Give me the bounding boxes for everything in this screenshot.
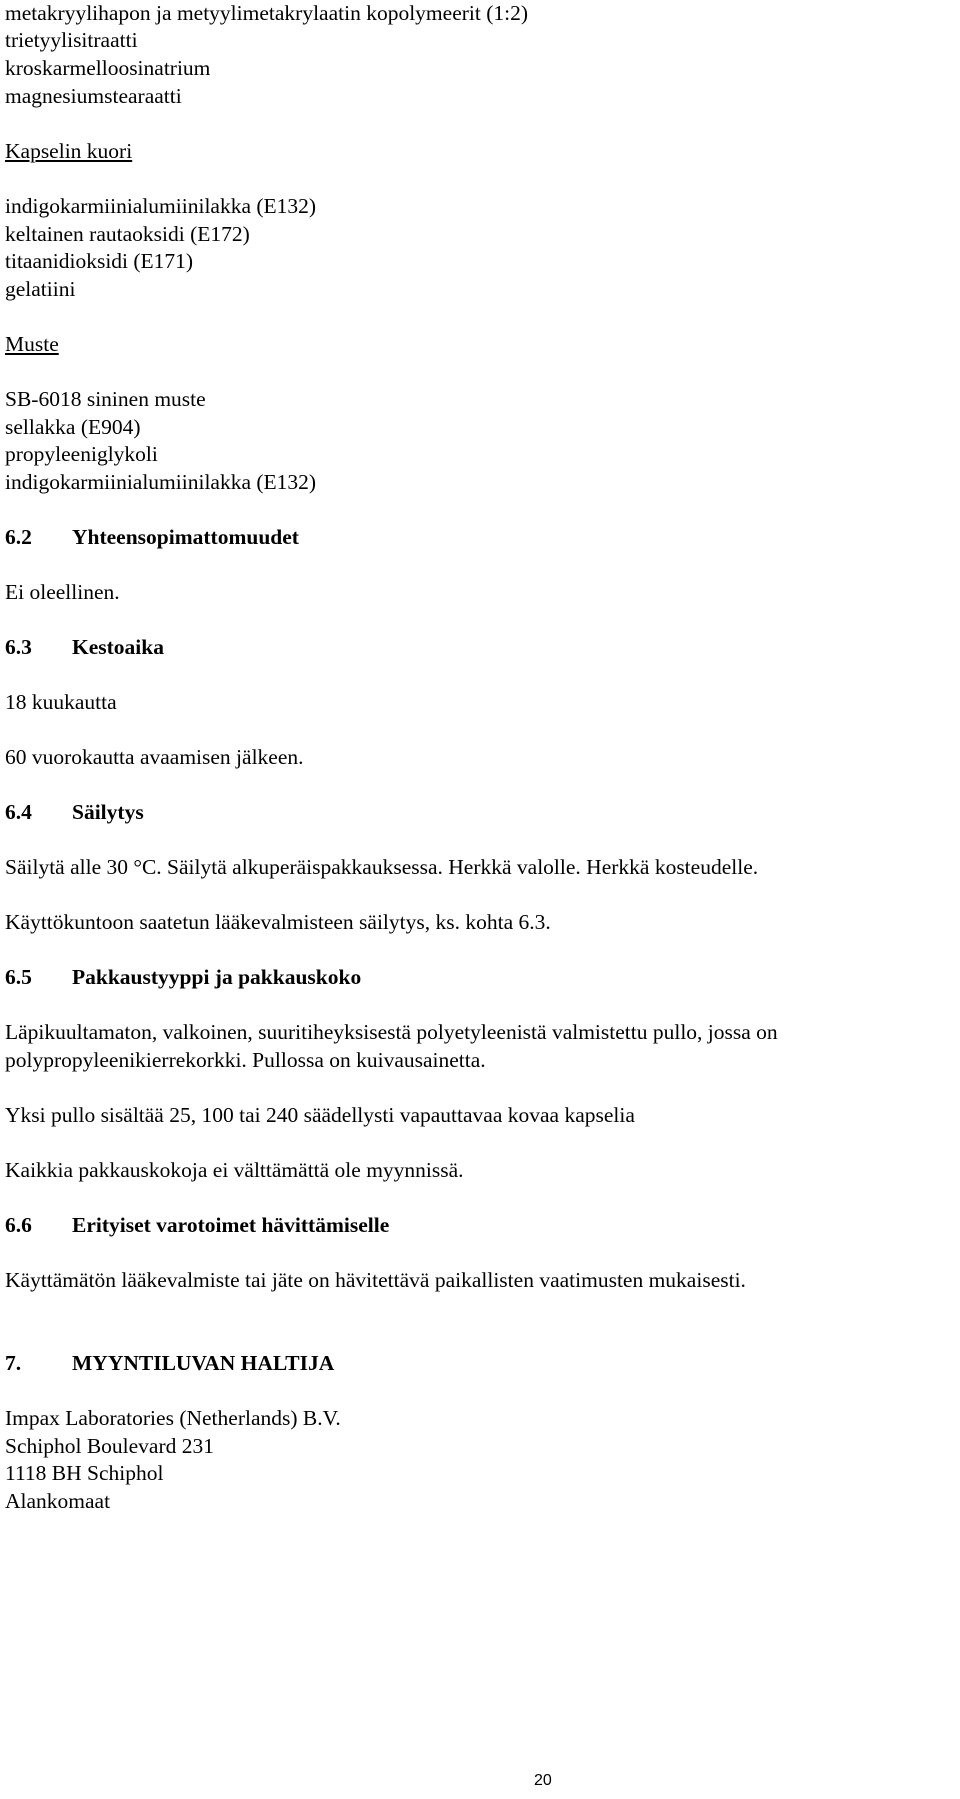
section-6-6-text: Käyttämätön lääkevalmiste tai jäte on hävitettävä paikallisten vaatimusten mukaisesti. xyxy=(5,1268,746,1292)
address-line: Alankomaat xyxy=(5,1489,111,1513)
ingredient-line: gelatiini xyxy=(5,277,76,301)
section-6-4-heading xyxy=(5,799,144,825)
section-number: 7. xyxy=(5,1351,22,1375)
section-7-heading xyxy=(5,1350,334,1376)
section-number: 6.2 xyxy=(5,525,32,549)
capsule-shell-subheading: Kapselin kuori xyxy=(5,139,133,163)
address-line: Impax Laboratories (Netherlands) B.V. xyxy=(5,1406,341,1430)
ingredient-line: keltainen rautaoksidi (E172) xyxy=(5,222,250,246)
section-number: 6.4 xyxy=(5,800,32,824)
section-6-5-line: Läpikuultamaton, valkoinen, suuritiheyksisestä polyetyleenistä valmistettu pullo, jossa on xyxy=(5,1020,778,1044)
ink-subheading: Muste xyxy=(5,332,59,356)
section-title: MYYNTILUVAN HALTIJA xyxy=(72,1351,335,1375)
section-6-5-line: Yksi pullo sisältää 25, 100 tai 240 säädellysti vapauttavaa kovaa kapselia xyxy=(5,1103,635,1127)
section-6-2-text: Ei oleellinen. xyxy=(5,580,120,604)
section-title: Säilytys xyxy=(72,800,144,824)
section-6-4-paragraph: Säilytä alle 30 °C. Säilytä alkuperäispakkauksessa. Herkkä valolle. Herkkä kosteudelle. xyxy=(5,855,759,879)
ingredient-line: kroskarmelloosinatrium xyxy=(5,56,211,80)
section-6-3-paragraph: 60 vuorokautta avaamisen jälkeen. xyxy=(5,745,304,769)
ingredient-line: titaanidioksidi (E171) xyxy=(5,249,194,273)
section-6-6-heading xyxy=(5,1212,389,1238)
section-6-4-paragraph: Käyttökuntoon saatetun lääkevalmisteen säilytys, ks. kohta 6.3. xyxy=(5,910,551,934)
section-6-2-heading xyxy=(5,524,299,550)
page-number: 20 xyxy=(534,1772,552,1789)
ingredient-line: magnesiumstearaatti xyxy=(5,84,182,108)
ingredient-line: indigokarmiinialumiinilakka (E132) xyxy=(5,470,317,494)
section-6-5-heading xyxy=(5,964,361,990)
ingredient-line: sellakka (E904) xyxy=(5,415,141,439)
section-6-3-paragraph: 18 kuukautta xyxy=(5,690,117,714)
section-6-3-heading xyxy=(5,634,164,660)
ingredient-line: SB-6018 sininen muste xyxy=(5,387,206,411)
section-title: Pakkaustyyppi ja pakkauskoko xyxy=(72,965,362,989)
section-title: Erityiset varotoimet hävittämiselle xyxy=(72,1213,390,1237)
ingredient-line: propyleeniglykoli xyxy=(5,442,158,466)
ingredient-line: trietyylisitraatti xyxy=(5,28,138,52)
address-line: 1118 BH Schiphol xyxy=(5,1461,164,1485)
section-title: Kestoaika xyxy=(72,635,164,659)
ingredient-line: metakryylihapon ja metyylimetakrylaatin kopolymeerit (1:2) xyxy=(5,1,529,25)
section-6-5-line: polypropyleenikierrekorkki. Pullossa on kuivausainetta. xyxy=(5,1048,486,1072)
section-title: Yhteensopimattomuudet xyxy=(72,525,299,549)
section-6-5-line: Kaikkia pakkauskokoja ei välttämättä ole myynnissä. xyxy=(5,1158,464,1182)
address-line: Schiphol Boulevard 231 xyxy=(5,1434,215,1458)
section-number: 6.3 xyxy=(5,635,32,659)
section-number: 6.6 xyxy=(5,1213,32,1237)
section-number: 6.5 xyxy=(5,965,32,989)
ingredient-line: indigokarmiinialumiinilakka (E132) xyxy=(5,194,317,218)
